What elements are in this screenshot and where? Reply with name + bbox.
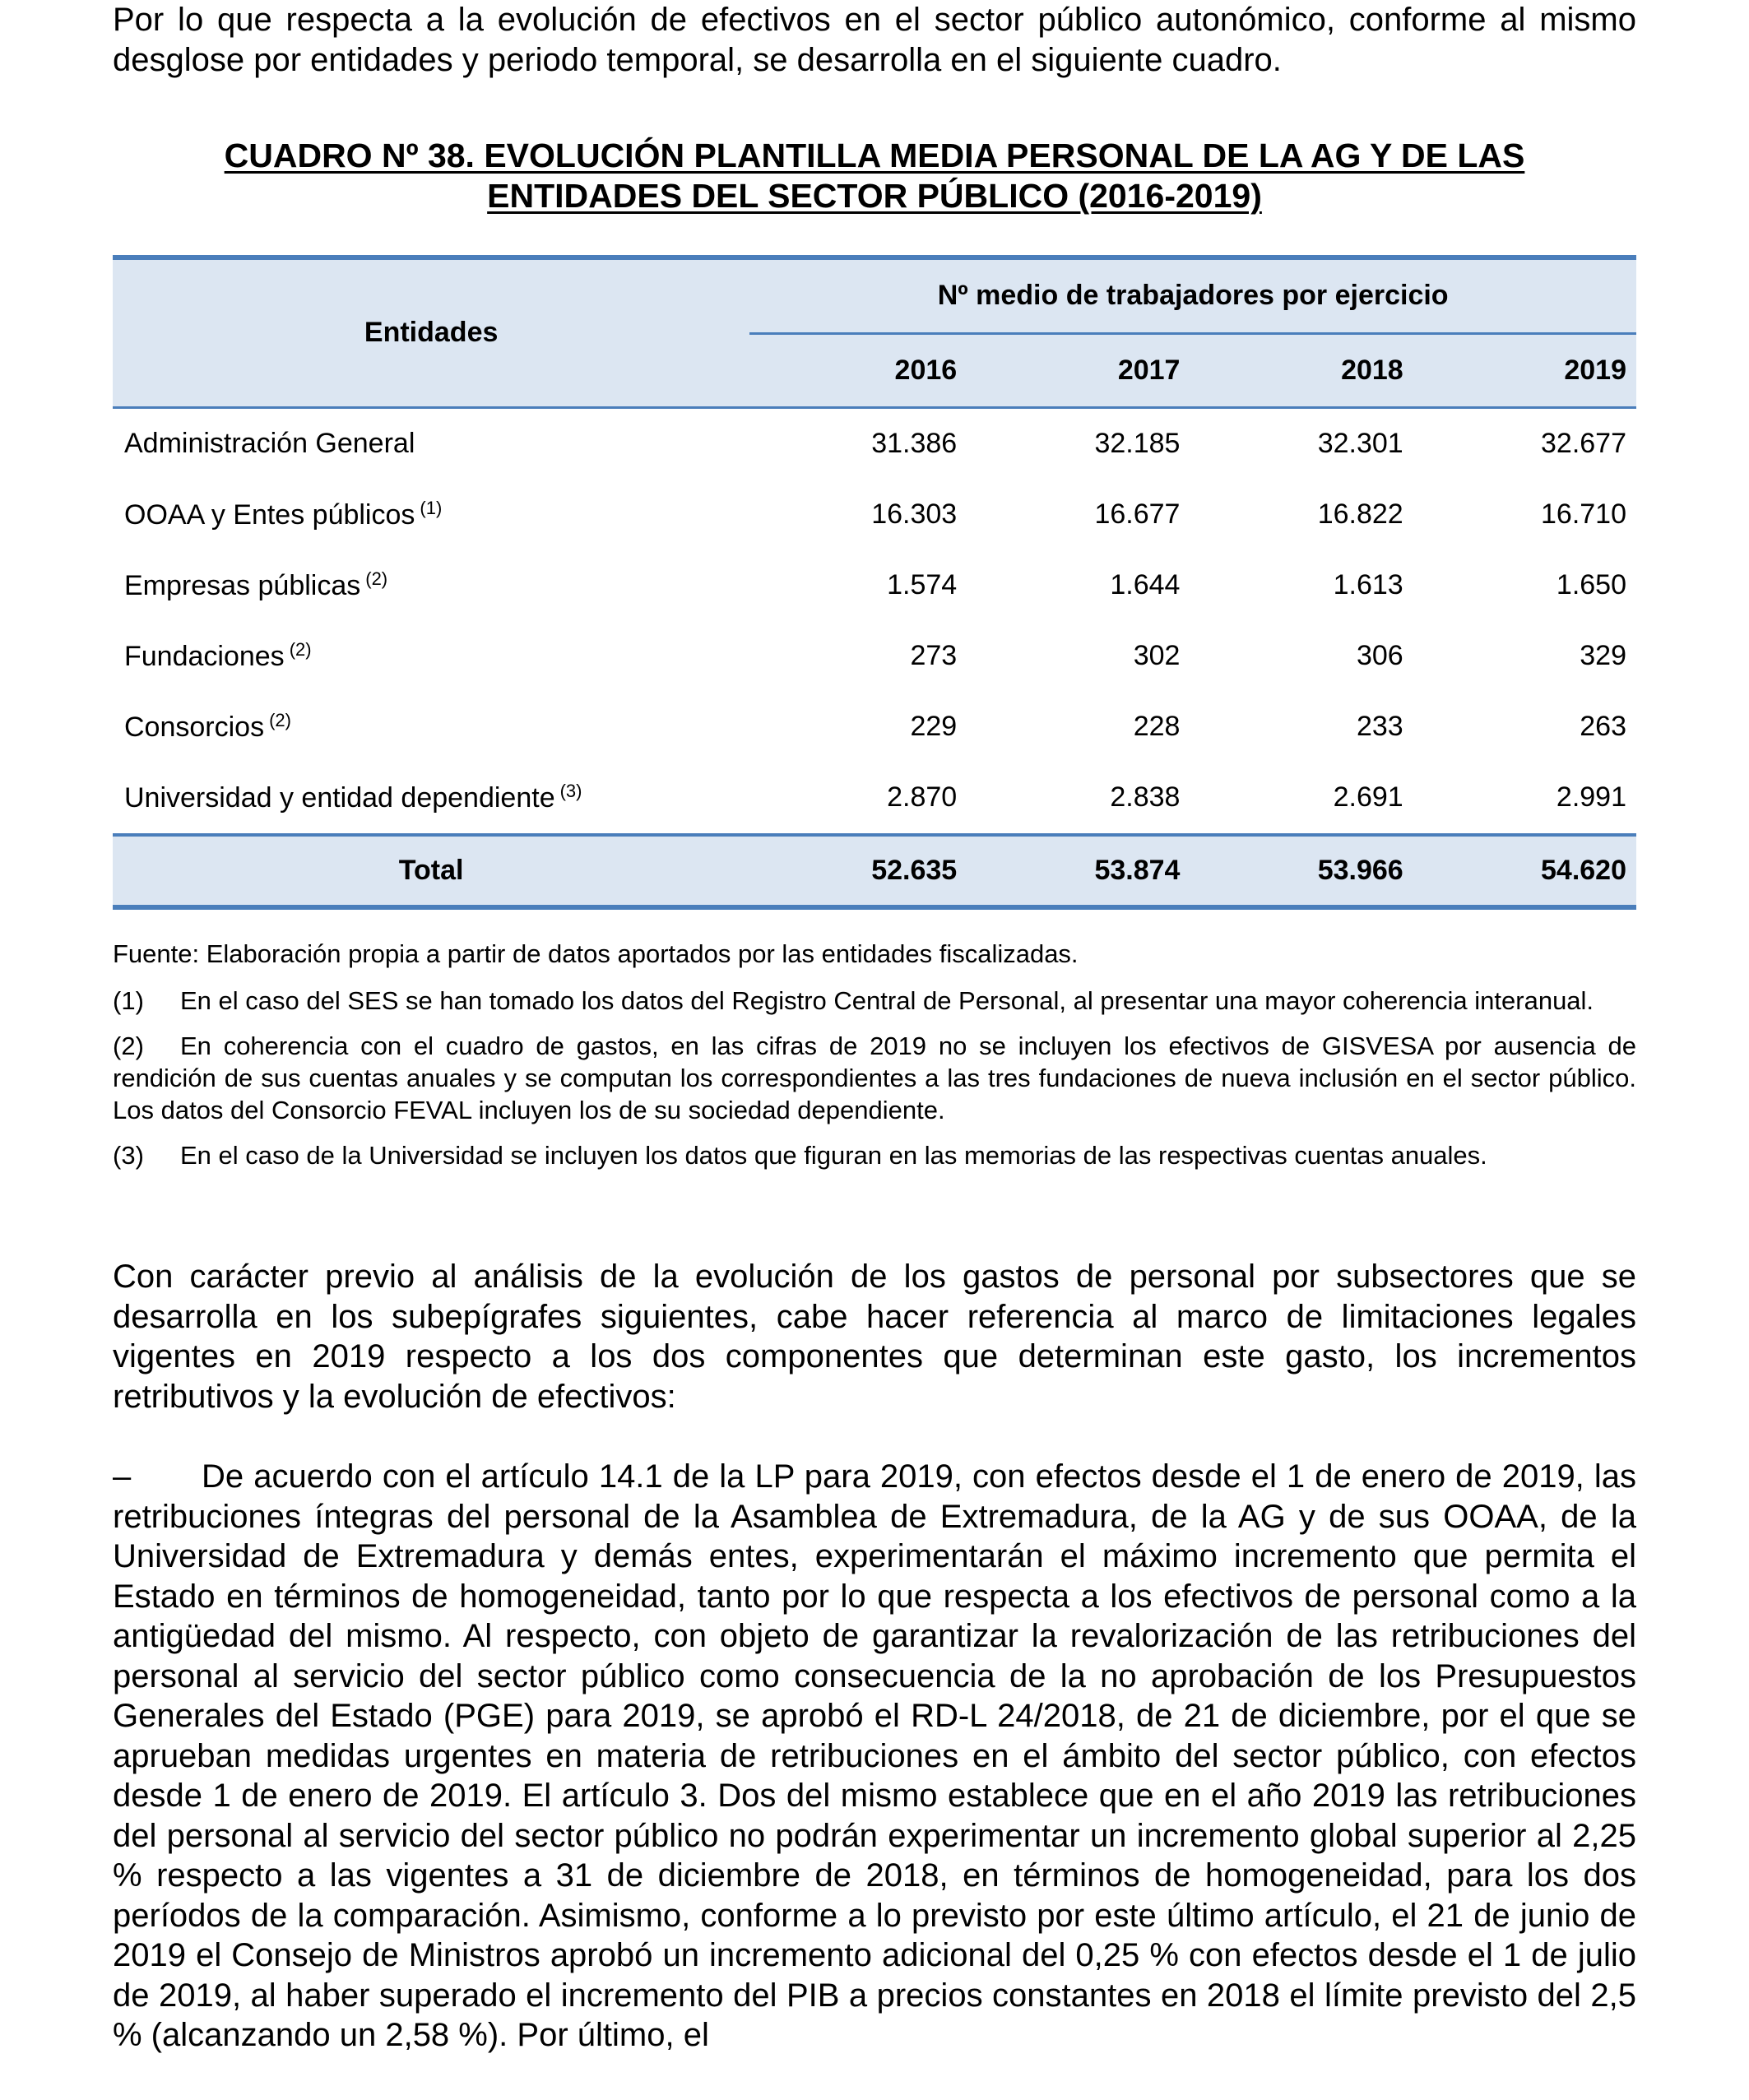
footnote-3 <box>113 1139 1636 1171</box>
entity-cell <box>113 692 749 763</box>
value-cell: 329 <box>1580 640 1626 671</box>
entity-cell <box>113 550 749 621</box>
footnote-label: (3) <box>113 1141 144 1170</box>
total-value: 53.966 <box>1317 854 1403 886</box>
year-header: 2018 <box>1190 333 1413 407</box>
entity-cell <box>113 621 749 692</box>
value-cell: 2.691 <box>1333 781 1403 813</box>
value-cell: 32.301 <box>1317 428 1403 459</box>
value-cell: 32.185 <box>1094 428 1181 459</box>
bullet-paragraph <box>113 1457 1636 2056</box>
footnote-label: (1) <box>113 986 144 1015</box>
table-title <box>113 136 1636 216</box>
staff-table <box>113 255 1636 910</box>
value-cell: 1.650 <box>1556 569 1626 600</box>
group-header: Nº medio de trabajadores por ejercicio <box>937 280 1449 312</box>
footnote-text: En el caso del SES se han tomado los datos del Registro Central de Personal, al presentar una mayor coherencia interanual. <box>180 986 1594 1015</box>
value-cell: 16.710 <box>1541 498 1626 530</box>
footnote-1 <box>113 985 1636 1017</box>
total-value: 52.635 <box>871 854 958 886</box>
value-cell: 306 <box>1356 640 1403 671</box>
value-cell: 16.822 <box>1317 498 1403 530</box>
entity-name: Administración General <box>124 428 415 459</box>
footnote-text: En coherencia con el cuadro de gastos, en las cifras de 2019 no se incluyen los efectivos de GISVESA por ausencia de rendición de sus cuentas anuales y se computan los correspondientes a las tres fundaciones de nueva inclusión en el sector público. Los datos del Consorcio FEVAL incluyen los de su sociedad dependiente. <box>113 1031 1636 1124</box>
table-row <box>113 621 1636 692</box>
year-header: 2019 <box>1413 333 1636 407</box>
total-row <box>113 835 1636 907</box>
dash-bullet: – <box>113 1458 132 1495</box>
table-row <box>113 407 1636 480</box>
table-notes <box>113 938 1636 1184</box>
value-cell: 228 <box>1133 711 1181 742</box>
intro-paragraph: Por lo que respecta a la evolución de efectivos en el sector público autonómico, conforme al mismo desglose por entidades y periodo temporal, se desarrolla en el siguiente cuadro. <box>113 2 1636 78</box>
footnote-ref: (2) <box>365 568 388 589</box>
body-paragraph: Con carácter previo al análisis de la evolución de los gastos de personal por subsectores que se desarrolla en los subepígrafes siguientes, cabe hacer referencia al marco de limitaciones legales vigentes en 2019 respecto a los dos componentes que determinan este gasto, los incrementos retributivos y la evolución de efectivos: <box>113 1259 1636 1415</box>
value-cell: 273 <box>910 640 958 671</box>
value-cell: 16.303 <box>871 498 958 530</box>
footnote-ref: (3) <box>559 781 582 801</box>
footnote-2 <box>113 1030 1636 1126</box>
total-label: Total <box>398 854 464 886</box>
value-cell: 2.838 <box>1110 781 1181 813</box>
value-cell: 1.644 <box>1110 569 1181 600</box>
total-value: 54.620 <box>1541 854 1626 886</box>
entity-name: Universidad y entidad dependiente <box>124 782 555 814</box>
entity-cell <box>113 480 749 550</box>
total-value: 53.874 <box>1094 854 1181 886</box>
value-cell: 263 <box>1580 711 1626 742</box>
value-cell: 2.870 <box>887 781 958 813</box>
entity-cell <box>113 763 749 835</box>
footnote-ref: (2) <box>289 639 312 660</box>
entity-name: Empresas públicas <box>124 570 361 601</box>
year-header: 2017 <box>967 333 1190 407</box>
value-cell: 233 <box>1356 711 1403 742</box>
table-title-line-2: ENTIDADES DEL SECTOR PÚBLICO (2016-2019) <box>487 177 1262 215</box>
table-row <box>113 480 1636 550</box>
entity-header: Entidades <box>364 317 499 349</box>
footnote-text: En el caso de la Universidad se incluyen los datos que figuran en las memorias de las respectivas cuentas anuales. <box>180 1141 1487 1170</box>
table-row <box>113 692 1636 763</box>
footnote-label: (2) <box>113 1031 144 1060</box>
entity-name: OOAA y Entes públicos <box>124 499 415 531</box>
value-cell: 16.677 <box>1094 498 1181 530</box>
bullet-paragraph-text: De acuerdo con el artículo 14.1 de la LP para 2019, con efectos desde el 1 de enero de 2019, las retribuciones íntegras del personal de la Asamblea de Extremadura, de la AG y de sus OOAA, de la Universidad de Extremadura y demás entes, experimentarán el máximo incremento que permita el Estado en términos de homogeneidad, tanto por lo que respecta a los efectivos de personal como a la antigüedad del mismo. Al respecto, con objeto de garantizar la revalorización de las retribuciones del personal al servicio del sector público como consecuencia de la no aprobación de los Presupuestos Generales del Estado (PGE) para 2019, se aprobó el RD-L 24/2018, de 21 de diciembre, por el que se aprueban medidas urgentes en materia de retribuciones en el ámbito del sector público, con efectos desde 1 de enero de 2019. El artículo 3. Dos del mismo establece que en el año 2019 las retribuciones del personal al servicio del sector público no podrán experimentar un incremento global superior al 2,25 % respecto a las vigentes a 31 de diciembre de 2018, en términos de homogeneidad, para los dos períodos de la comparación. Asimismo, conforme a lo previsto por este último artículo, el 21 de junio de 2019 el Consejo de Ministros aprobó un incremento adicional del 0,25 % con efectos desde el 1 de julio de 2019, al haber superado el incremento del PIB a precios constantes en 2018 el límite previsto del 2,5 % (alcanzando un 2,58 %). Por último, el <box>113 1458 1636 2053</box>
value-cell: 1.574 <box>887 569 958 600</box>
value-cell: 2.991 <box>1556 781 1626 813</box>
value-cell: 31.386 <box>871 428 958 459</box>
year-header: 2016 <box>749 333 967 407</box>
footnote-ref: (1) <box>420 498 443 518</box>
footnote-ref: (2) <box>269 710 291 730</box>
entity-name: Consorcios <box>124 712 265 743</box>
table-title-line-1: CUADRO Nº 38. EVOLUCIÓN PLANTILLA MEDIA PERSONAL DE LA AG Y DE LAS <box>224 137 1525 174</box>
entity-cell <box>113 407 749 480</box>
value-cell: 1.613 <box>1333 569 1403 600</box>
source-note: Fuente: Elaboración propia a partir de datos aportados por las entidades fiscalizadas. <box>113 939 1079 968</box>
entity-name: Fundaciones <box>124 641 285 672</box>
table-header-row-1 <box>113 257 1636 333</box>
value-cell: 32.677 <box>1541 428 1626 459</box>
table-row <box>113 763 1636 835</box>
table-row <box>113 550 1636 621</box>
value-cell: 302 <box>1133 640 1181 671</box>
value-cell: 229 <box>910 711 958 742</box>
